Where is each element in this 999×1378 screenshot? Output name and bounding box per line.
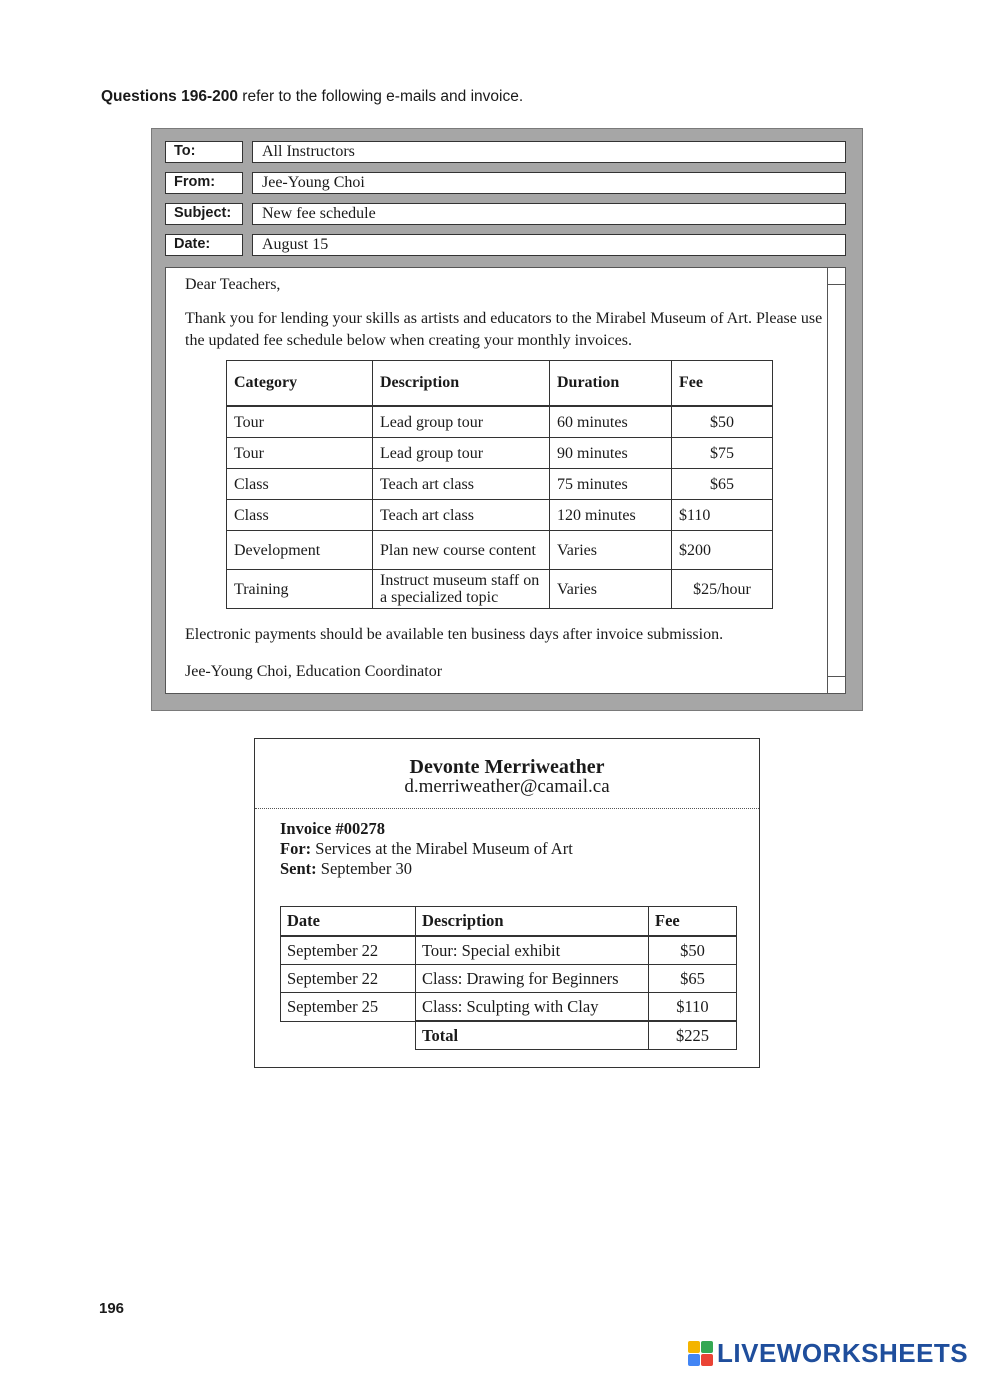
invoice-cell-description: Class: Sculpting with Clay [416, 993, 649, 1022]
fee-cell-category: Tour [227, 438, 373, 469]
email-intro: Thank you for lending your skills as artists and educators to the Mirabel Museum of Art. Please use the updated fee schedule below when creating your monthly invoices. [185, 310, 823, 349]
invoice-table [280, 906, 737, 1050]
fee-cell-fee: $25/hour [672, 570, 773, 609]
invoice-cell-description: Tour: Special exhibit [416, 936, 649, 965]
fee-cell-description: Plan new course content [373, 531, 550, 570]
fee-cell-description: Lead group tour [373, 406, 550, 438]
fee-cell-category: Class [227, 500, 373, 531]
scrollbar-top-tick [828, 284, 845, 285]
fee-cell-description: Lead group tour [373, 438, 550, 469]
fee-cell-fee: $110 [672, 500, 773, 531]
scrollbar-bottom-tick [828, 676, 845, 677]
email-date-label: Date: [165, 234, 243, 256]
email-from-value: Jee-Young Choi [252, 172, 846, 194]
email-greeting: Dear Teachers, [185, 276, 281, 293]
page-number: 196 [99, 1300, 125, 1317]
fee-cell-description: Teach art class [373, 500, 550, 531]
invoice-cell-fee: $50 [649, 936, 737, 965]
fee-cell-duration: 75 minutes [550, 469, 672, 500]
logo-tile [701, 1354, 713, 1366]
invoice-meta [280, 819, 573, 879]
fee-cell-duration: Varies [550, 570, 672, 609]
email-scrollbar[interactable] [827, 268, 845, 693]
invoice-sent-label: Sent: [280, 859, 317, 878]
fee-cell-duration: 60 minutes [550, 406, 672, 438]
heading-question-range: Questions 196-200 [101, 88, 238, 105]
logo-tile [688, 1341, 700, 1353]
invoice-for-label: For: [280, 839, 312, 858]
invoice-header-fee: Fee [649, 907, 737, 937]
fee-cell-fee: $65 [672, 469, 773, 500]
invoice-sent-value: September 30 [316, 859, 412, 878]
invoice-header-row [281, 907, 737, 937]
fee-header-fee: Fee [672, 361, 773, 407]
invoice-number: Invoice #00278 [280, 819, 385, 838]
liveworksheets-wordmark: LIVEWORKSHEETS [717, 1338, 969, 1368]
fee-cell-description: Instruct museum staff on a specialized topic [373, 570, 550, 609]
invoice-for-value: Services at the Mirabel Museum of Art [311, 839, 573, 858]
invoice-cell-fee: $65 [649, 965, 737, 993]
invoice-cell-description: Class: Drawing for Beginners [416, 965, 649, 993]
invoice-sender-name: Devonte Merriweather [409, 756, 605, 778]
email-to-label: To: [165, 141, 243, 163]
table-row [227, 406, 773, 438]
fee-cell-fee: $75 [672, 438, 773, 469]
table-row [227, 570, 773, 609]
fee-cell-description: Teach art class [373, 469, 550, 500]
invoice-cell-date: September 22 [281, 936, 416, 965]
table-row [227, 469, 773, 500]
invoice-cell-date: September 25 [281, 993, 416, 1022]
fee-header-duration: Duration [550, 361, 672, 407]
invoice-divider [255, 808, 759, 809]
fee-header-category: Category [227, 361, 373, 407]
fee-table-header-row [227, 361, 773, 407]
table-row [281, 993, 737, 1022]
email-signoff: Jee-Young Choi, Education Coordinator [185, 663, 443, 680]
fee-cell-fee: $50 [672, 406, 773, 438]
liveworksheets-logo-icon [688, 1341, 713, 1366]
email-window [151, 128, 863, 711]
section-heading [101, 88, 523, 106]
invoice-total-row [281, 1021, 737, 1050]
invoice-cell-date: September 22 [281, 965, 416, 993]
invoice-sender-email: d.merriweather@camail.ca [404, 776, 610, 797]
email-date-value: August 15 [252, 234, 846, 256]
table-row [281, 936, 737, 965]
fee-cell-category: Training [227, 570, 373, 609]
fee-cell-fee: $200 [672, 531, 773, 570]
fee-schedule-table [226, 360, 773, 609]
invoice [254, 738, 760, 1068]
logo-tile [688, 1354, 700, 1366]
table-row [227, 500, 773, 531]
email-payment-note: Electronic payments should be available ten business days after invoice submission. [185, 626, 724, 643]
email-to-value: All Instructors [252, 141, 846, 163]
invoice-total-blank [281, 1021, 416, 1050]
fee-cell-duration: 120 minutes [550, 500, 672, 531]
table-row [227, 438, 773, 469]
fee-cell-category: Class [227, 469, 373, 500]
heading-text: refer to the following e-mails and invoice. [237, 88, 524, 105]
invoice-header-description: Description [416, 907, 649, 937]
email-subject-label: Subject: [165, 203, 243, 225]
fee-cell-duration: Varies [550, 531, 672, 570]
invoice-total-label: Total [416, 1021, 649, 1050]
fee-cell-category: Development [227, 531, 373, 570]
invoice-cell-fee: $110 [649, 993, 737, 1022]
email-subject-value: New fee schedule [252, 203, 846, 225]
invoice-header-date: Date [281, 907, 416, 937]
logo-tile [701, 1341, 713, 1353]
fee-header-description: Description [373, 361, 550, 407]
fee-cell-category: Tour [227, 406, 373, 438]
email-body [165, 267, 846, 694]
table-row [281, 965, 737, 993]
invoice-total-value: $225 [649, 1021, 737, 1050]
table-row [227, 531, 773, 570]
email-from-label: From: [165, 172, 243, 194]
liveworksheets-brand[interactable] [688, 1338, 968, 1369]
fee-cell-duration: 90 minutes [550, 438, 672, 469]
